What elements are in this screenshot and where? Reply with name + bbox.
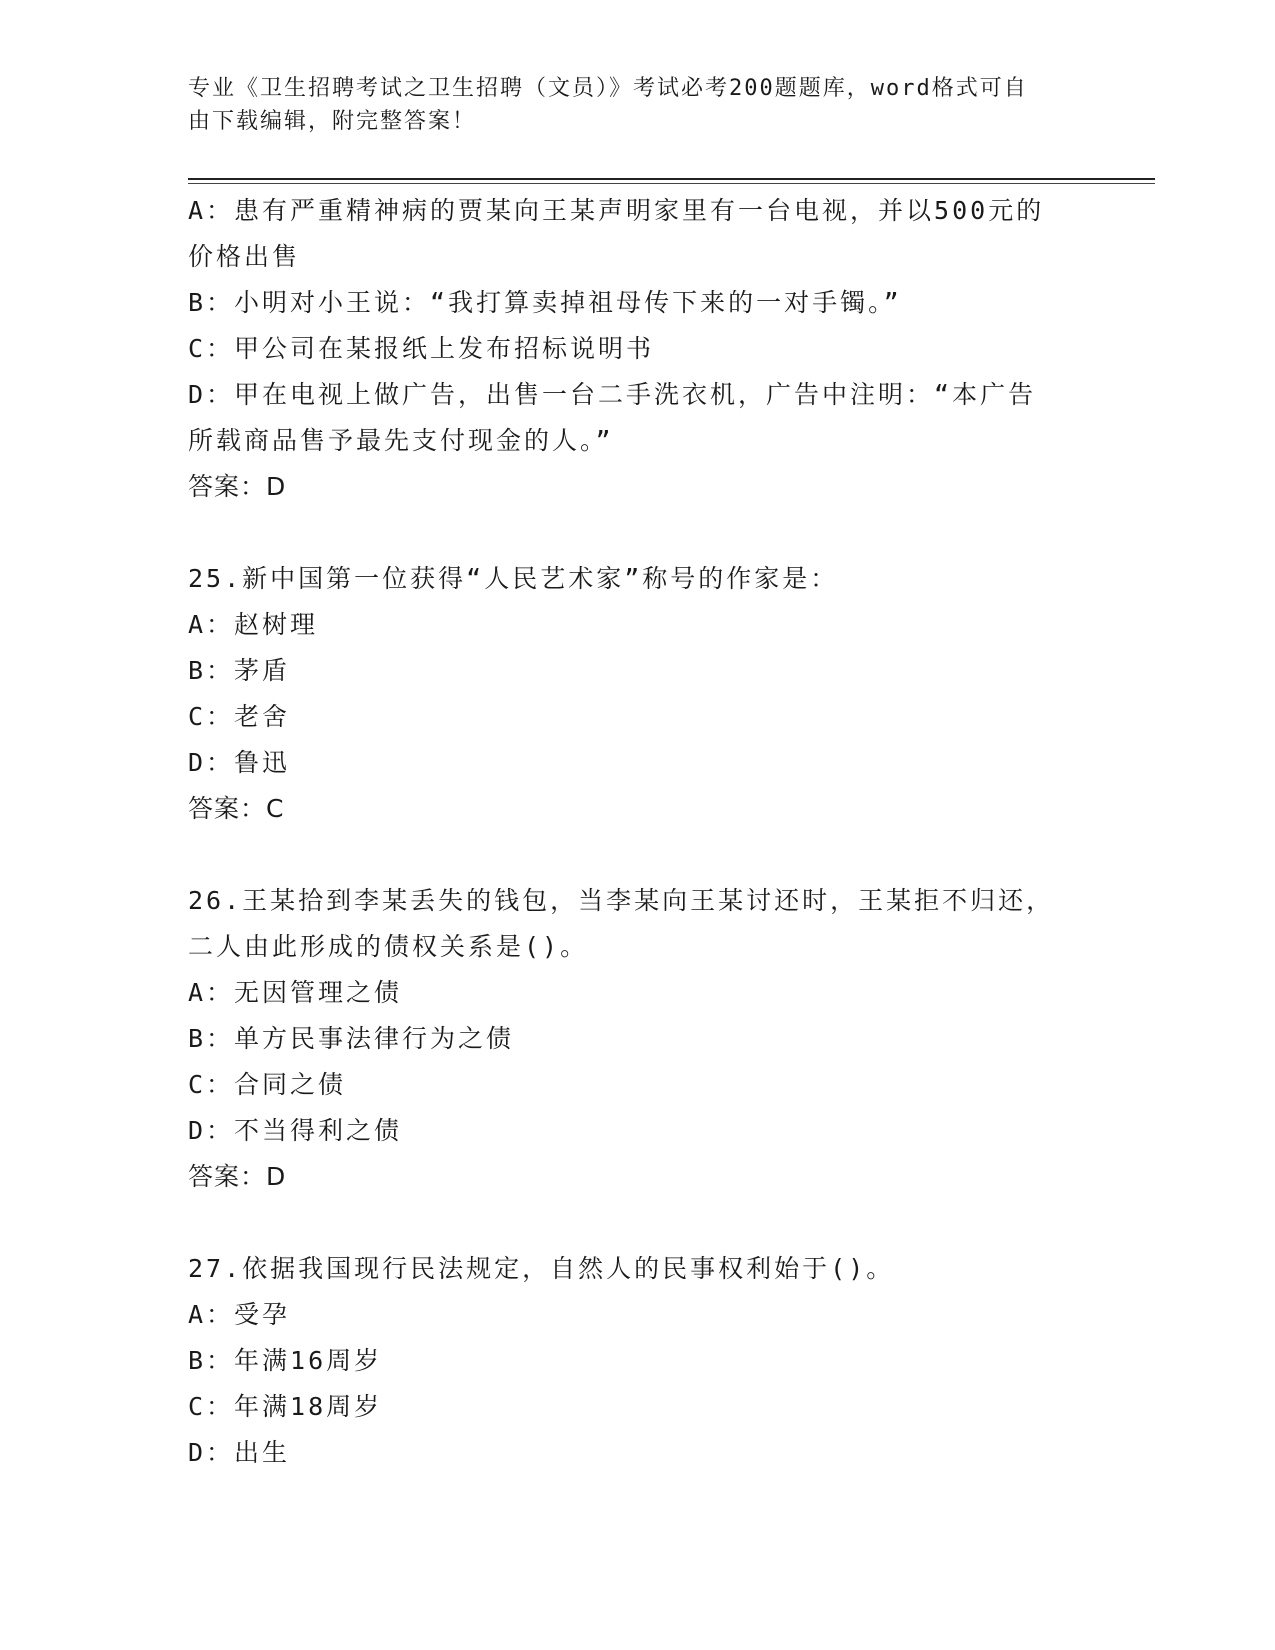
- option-d: D：鲁迅: [188, 748, 291, 777]
- spacer: [188, 1200, 1088, 1246]
- option-a-line-1: A：患有严重精神病的贾某向王某声明家里有一台电视，并以500元的: [188, 196, 1045, 225]
- option-d-line-2: 所载商品售予最先支付现金的人。”: [188, 426, 614, 455]
- option-d: D：出生: [188, 1438, 291, 1467]
- option-c: C：老舍: [188, 702, 291, 731]
- option-a: A：无因管理之债: [188, 978, 403, 1007]
- question-stem-line-1: 26.王某拾到李某丢失的钱包，当李某向王某讨还时，王某拒不归还，: [188, 886, 1055, 915]
- header-divider-thick: [188, 178, 1155, 180]
- option-a: A：受孕: [188, 1300, 291, 1329]
- question-stem-line-2: 二人由此形成的债权关系是()。: [188, 932, 589, 961]
- option-d-line-1: D：甲在电视上做广告，出售一台二手洗衣机，广告中注明：“本广告: [188, 380, 1037, 409]
- option-b: B：小明对小王说：“我打算卖掉祖母传下来的一对手镯。”: [188, 288, 902, 317]
- answer: 答案：C: [188, 794, 285, 823]
- spacer: [188, 510, 1088, 556]
- option-c: C：合同之债: [188, 1070, 347, 1099]
- header-divider-thin: [188, 183, 1155, 184]
- question-27: [188, 1246, 1088, 1476]
- question-stem: 25.新中国第一位获得“人民艺术家”称号的作家是：: [188, 564, 839, 593]
- question-26: [188, 878, 1088, 1200]
- question-25: [188, 556, 1088, 832]
- header-title-line-1: 专业《卫生招聘考试之卫生招聘（文员）》考试必考200题题库，word格式可自: [188, 76, 1028, 101]
- option-a-line-2: 价格出售: [188, 242, 301, 271]
- header-title-line-2: 由下载编辑，附完整答案！: [188, 109, 477, 134]
- option-d: D：不当得利之债: [188, 1116, 403, 1145]
- option-c: C：甲公司在某报纸上发布招标说明书: [188, 334, 655, 363]
- option-a: A：赵树理: [188, 610, 319, 639]
- question-24-remainder: [188, 188, 1088, 510]
- answer: 答案：D: [188, 472, 287, 501]
- question-list: [188, 188, 1088, 1476]
- document-header: [188, 72, 1068, 138]
- option-b: B：单方民事法律行为之债: [188, 1024, 515, 1053]
- answer: 答案：D: [188, 1162, 287, 1191]
- spacer: [188, 832, 1088, 878]
- option-c: C：年满18周岁: [188, 1392, 383, 1421]
- option-b: B：茅盾: [188, 656, 291, 685]
- question-stem: 27.依据我国现行民法规定，自然人的民事权利始于()。: [188, 1254, 895, 1283]
- option-b: B：年满16周岁: [188, 1346, 383, 1375]
